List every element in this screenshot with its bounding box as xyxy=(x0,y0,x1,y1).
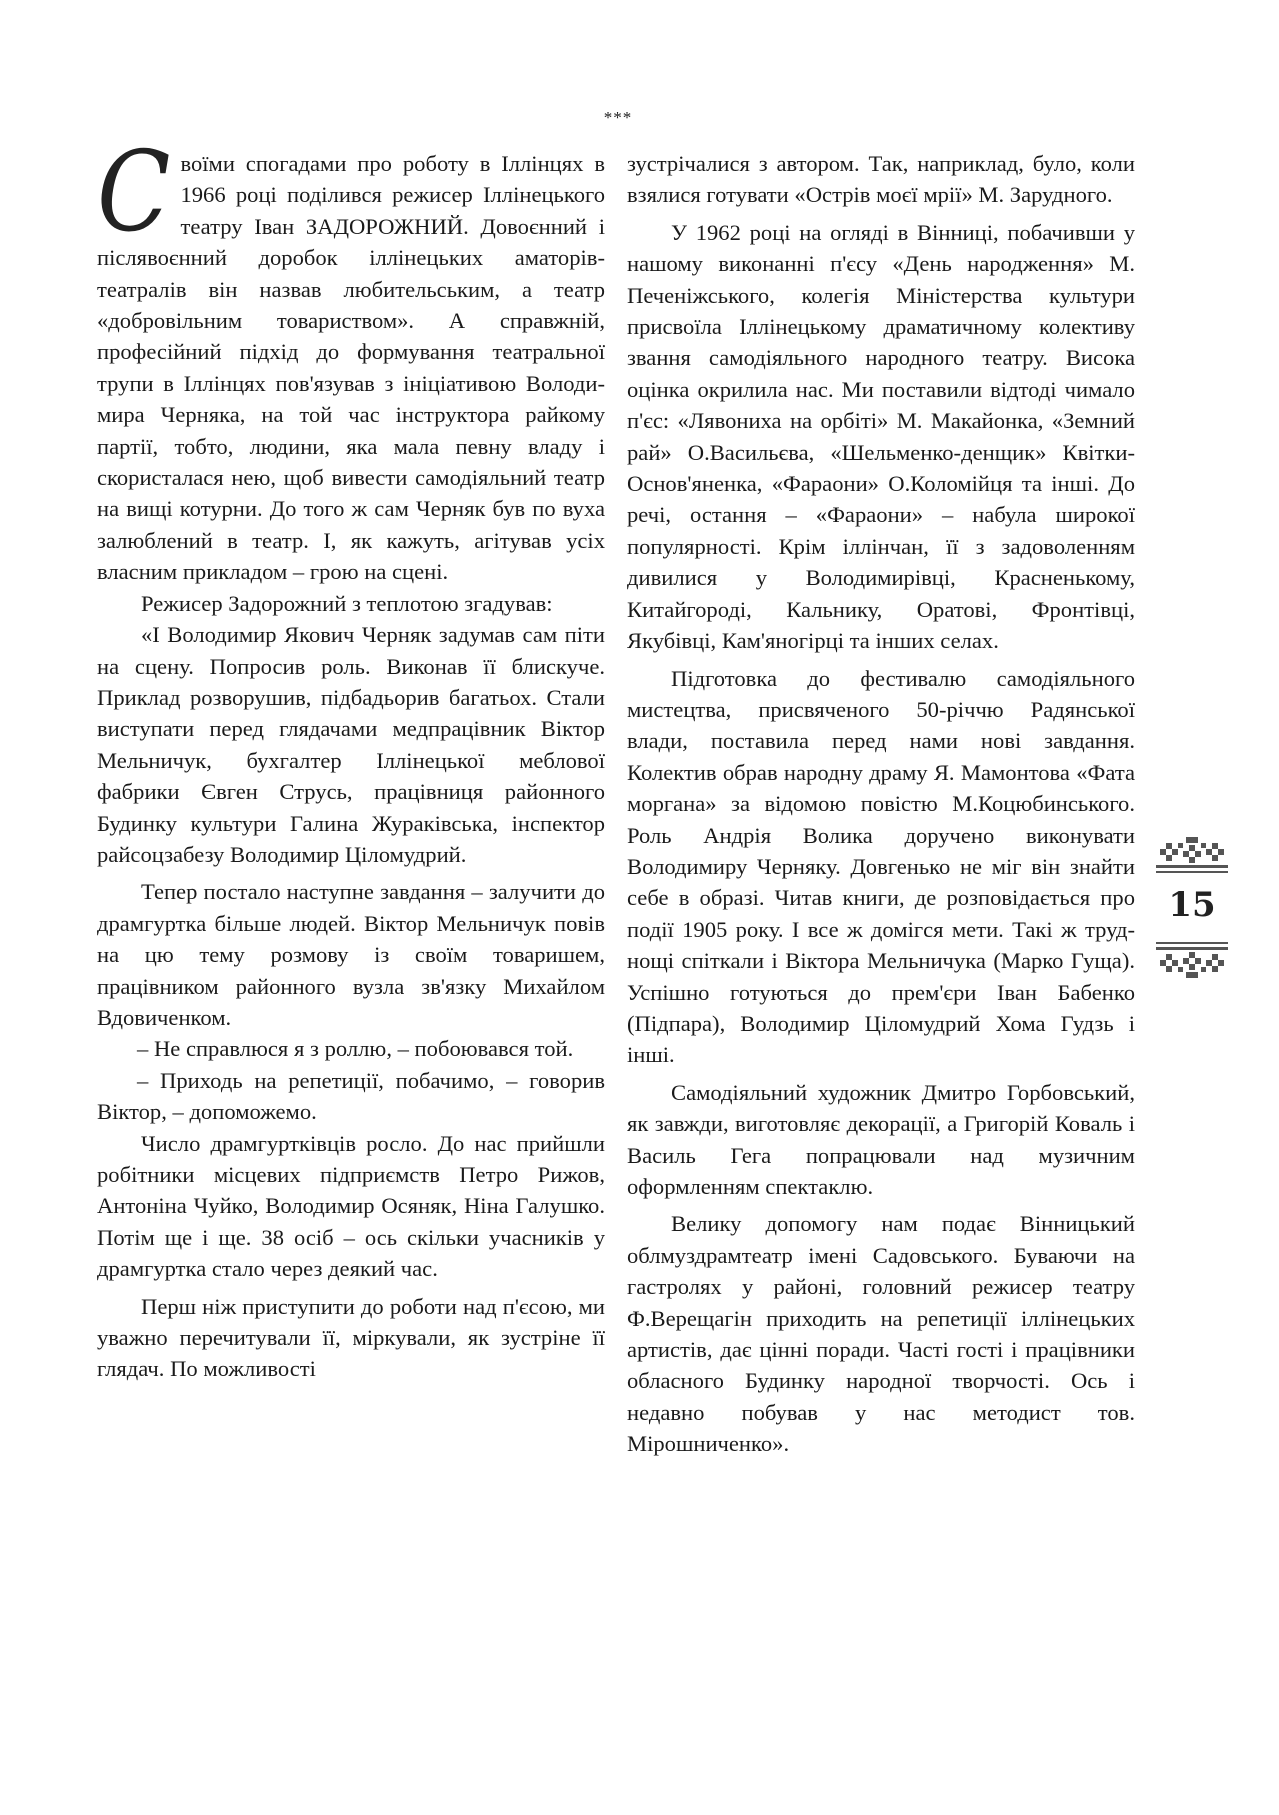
page-number-block xyxy=(1156,835,1228,987)
page-number: 15 xyxy=(1168,885,1216,925)
paragraph: Режисер Задорожний з теплотою згадував: xyxy=(141,590,553,616)
quote-paragraph: «І Володимир Якович Черняк задумав сам піти на сцену. Попросив роль. Виконав її блискуче. Приклад розворушив, підбадьорив багатьох. Стали виступати перед глядачами медпрацівник Віктор Мельничук, бухгалтер Іллінецької меблової фабрики Євген Струсь, працівниця районного Будинку культури Галина Жураківська, інспектор райсоцзабезу Володимир Цiломудрий. xyxy=(97,622,605,867)
right-text-column xyxy=(627,148,1135,1460)
paragraph: Підготовка до фестивалю самодіяльного мистецтва, присвяченого 50-річчю Радянської влади, поставила перед нами нові завдання. Колектив обрав народну драму Я. Мамонтова «Фата моргана» за відомою повістю М.Коцюбинського. Роль Андрія Волика доручено виконувати Володимиру Черняку. Довгенько не міг він знайти себе в образі. Читав книги, де розповідається про події 1905 року. І все ж домігся мети. Такі ж труднощі спіткали і Віктора Мельничука (Марко Гуща). Успішно готуються до прем'єри Іван Бабенко (Підпара), Володимир Цiломудрий Хома Гудзь і інші. xyxy=(627,665,1135,1068)
paragraph xyxy=(97,127,605,588)
paragraph: Перш ніж приступити до роботи над п'єсою, ми уважно перечитували її, міркували, як зустріне її глядач. По можливості xyxy=(97,1293,605,1382)
paragraph: Тепер постало наступне завдання – залучити до драмгуртка більше людей. Віктор Мельничук повів на цю тему розмову із своїм товаришем, працівником районного вузла зв'язку Михайлом Вдовиченком. xyxy=(97,879,605,1030)
paragraph: У 1962 році на огляді в Вінниці, побачивши у нашому виконанні п'єсу «День народження» М. Печеніжського, колегія Міністерства культури присвоїла Іллінецькому драматичному колективу звання самодіяльного народного театру. Висока оцінка окрилила нас. Ми поставили відтоді чимало п'єс: «Лявониха на орбіті» М. Макайонка, «Земний рай» О.Васильєва, «Шельменко-денщик» Квітки-Основ'яненка, «Фараони» О.Коломійця та інші. До речі, остання – «Фараони» – набула широкої популярності. Крім іллінчан, її з задоволенням дивилися у Володимирівці, Красненькому, Китайгороді, Кальнику, Оратові, Фронтівці, Якубівці, Кам'яногірці та інших селах. xyxy=(627,219,1135,654)
dialogue-line: – Приходь на репетиції, побачимо, – говорив Віктор, – допоможемо. xyxy=(97,1067,605,1125)
paragraph: Число драмгуртківців росло. До нас прийшли робітники місцевих підприємств Петро Рижов, Антоніна Чуйко, Володимир Осяняк, Ніна Галушко. Потім ще і ще. 38 осіб – ось скільки учасників у драмгуртка стало через деякий час. xyxy=(97,1130,605,1282)
paragraph: зустрічалися з автором. Так, наприклад, було, коли взялися готувати «Острів моєї мрії» М. Зарудного. xyxy=(627,151,1135,208)
paragraph-text: воїми спогадами про роботу в Іллінцях в 1966 році поділився режисер Іллінецького театру Іван ЗАДОРОЖНИЙ. Довоєнний і післявоєнний доробок іллінецьких аматорів-театралів він назвав любительським, а театр «добровільним товариством». А справжній, професійний підхід до формування театральної трупи в Іллінцях пов'язував з ініціативою Володимира Черняка, на той час інструктора райкому партії, тобто, людини, яка мала певну владу і скористалася нею, щоб вивести самодіяльний театр на вищі котурни. До того ж сам Черняк був по вуха залюблений в театр. І, як кажуть, агітував усіх власним прикладом – грою на сцені. xyxy=(97,151,605,585)
embroidery-ornament-icon xyxy=(1156,835,1228,875)
embroidery-ornament-icon xyxy=(1156,940,1228,980)
paragraph: Велику допомогу нам подає Вінницький облмуздрамтеатр імені Садовського. Буваючи на гастролях у районі, головний режисер театру Ф.Верещагін приходить на репетиції іллінецьких артистів, дає цінні поради. Часті гості і працівники обласного Будинку народної творчості. Ось і недавно побував у нас методист тов. Мірошниченко». xyxy=(627,1211,1135,1457)
left-text-column xyxy=(97,127,605,1385)
dialogue-line: – Не справлюся я з роллю, – побоювався той. xyxy=(137,1036,574,1062)
drop-cap: С xyxy=(97,127,171,257)
section-divider: *** xyxy=(603,108,633,127)
paragraph: Самодіяльний художник Дмитро Горбовський, як завжди, виготовляє декорації, а Григорій Коваль і Василь Гега попрацювали над музичним оформленням спектаклю. xyxy=(627,1079,1135,1199)
